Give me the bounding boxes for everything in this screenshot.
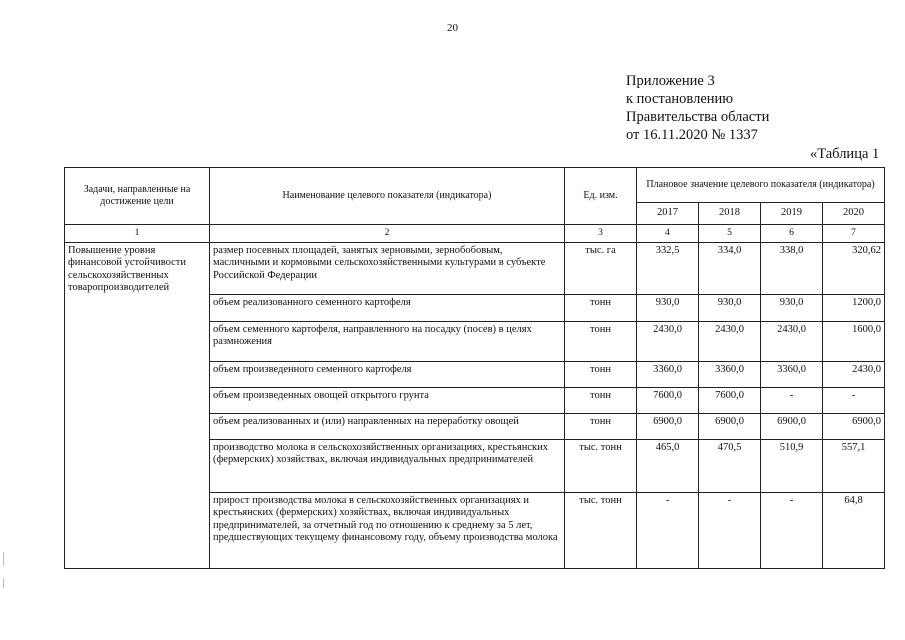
value-2020: 64,8 [823,492,885,568]
value-2019: 2430,0 [761,321,823,361]
column-number: 3 [565,225,637,243]
appendix-date-number: от 16.11.2020 № 1337 [626,127,758,143]
unit-cell: тыс. тонн [565,439,637,492]
indicator-name: прирост производства молока в сельскохозяйственных организациях и крестьянских (фермерских) хозяйствах, включая индивидуальных предпринимателей, за отчетный год по отношению к среднему за 5 лет, предшествующих текущему финансовому году, объему производства молока [210,492,565,568]
value-2019: - [761,387,823,413]
header-task: Задачи, направленные на достижение цели [65,168,210,225]
column-number: 6 [761,225,823,243]
appendix-line: Правительства области [626,109,770,125]
appendix-line: Приложение 3 [626,73,715,89]
value-2019: 338,0 [761,242,823,294]
value-2018: 2430,0 [699,321,761,361]
value-2017: - [637,492,699,568]
indicator-name: размер посевных площадей, занятых зерновыми, зернобобовым, масличными и кормовыми сельскохозяйственными культурами в субъекте Российской Федерации [210,242,565,294]
appendix-line: к постановлению [626,91,734,107]
unit-cell: тыс. га [565,242,637,294]
value-2019: 510,9 [761,439,823,492]
value-2018: 7600,0 [699,387,761,413]
indicator-name: объем реализованных и (или) направленных на переработку овощей [210,413,565,439]
unit-cell: тонн [565,387,637,413]
column-number: 1 [65,225,210,243]
header-unit: Ед. изм. [565,168,637,225]
unit-cell: тонн [565,321,637,361]
header-year: 2018 [699,203,761,225]
scan-margin-mark [3,578,4,588]
value-2018: 334,0 [699,242,761,294]
value-2019: - [761,492,823,568]
value-2017: 465,0 [637,439,699,492]
value-2020: 557,1 [823,439,885,492]
value-2020: 2430,0 [823,361,885,387]
indicator-name: объем произведенных овощей открытого грунта [210,387,565,413]
column-number: 7 [823,225,885,243]
value-2020: 1200,0 [823,294,885,321]
indicator-name: объем семенного картофеля, направленного на посадку (посев) в целях размножения [210,321,565,361]
value-2018: 6900,0 [699,413,761,439]
header-year: 2020 [823,203,885,225]
task-cell: Повышение уровня финансовой устойчивости сельскохозяйственных товаропроизводителей [65,242,210,568]
header-indicator: Наименование целевого показателя (индикатора) [210,168,565,225]
value-2019: 3360,0 [761,361,823,387]
value-2017: 6900,0 [637,413,699,439]
appendix-heading [626,72,769,144]
value-2019: 6900,0 [761,413,823,439]
value-2020: 320,62 [823,242,885,294]
table-caption: «Таблица 1 [810,146,880,162]
value-2019: 930,0 [761,294,823,321]
column-number: 4 [637,225,699,243]
scan-margin-mark [3,552,4,566]
column-number: 5 [699,225,761,243]
table-row [65,242,885,294]
unit-cell: тыс. тонн [565,492,637,568]
value-2020: 6900,0 [823,413,885,439]
unit-cell: тонн [565,294,637,321]
value-2017: 930,0 [637,294,699,321]
unit-cell: тонн [565,413,637,439]
indicator-name: производство молока в сельскохозяйственных организациях, крестьянских (фермерских) хозяйствах, включая индивидуальных предпринимателей [210,439,565,492]
header-year: 2019 [761,203,823,225]
value-2020: - [823,387,885,413]
indicator-name: объем реализованного семенного картофеля [210,294,565,321]
page-number: 20 [447,22,458,34]
value-2017: 3360,0 [637,361,699,387]
value-2018: 3360,0 [699,361,761,387]
value-2017: 332,5 [637,242,699,294]
header-year: 2017 [637,203,699,225]
indicator-name: объем произведенного семенного картофеля [210,361,565,387]
value-2018: 930,0 [699,294,761,321]
value-2020: 1600,0 [823,321,885,361]
value-2018: - [699,492,761,568]
column-number: 2 [210,225,565,243]
value-2018: 470,5 [699,439,761,492]
indicators-table [64,167,885,569]
value-2017: 2430,0 [637,321,699,361]
unit-cell: тонн [565,361,637,387]
value-2017: 7600,0 [637,387,699,413]
header-planned-value: Плановое значение целевого показателя (индикатора) [637,168,885,203]
